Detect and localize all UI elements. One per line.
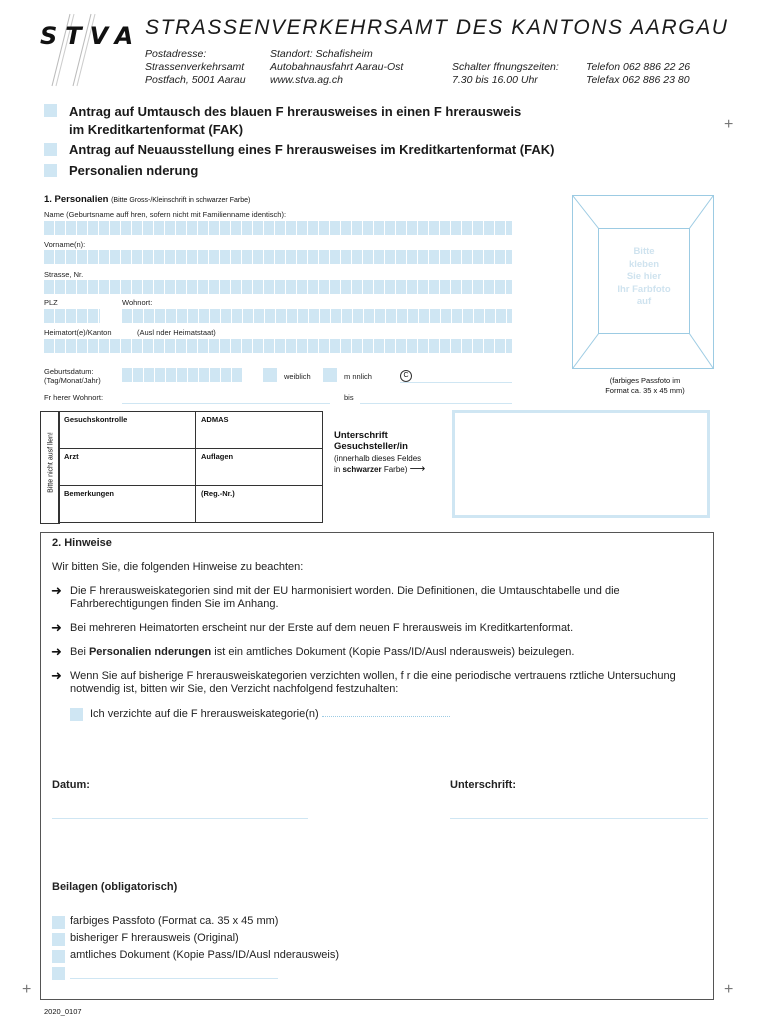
hinweis-3: Bei Personalien nderungen ist ein amtliches Dokument (Kopie Pass/ID/Ausl nderausweis) beizulegen. [70,646,575,658]
verzicht-checkbox[interactable] [70,708,83,721]
strasse-label: Strasse, Nr. [44,270,84,279]
beilage-ausweis-checkbox[interactable] [52,933,65,946]
arrow-right-icon: ➜ [51,644,62,659]
option-neuausstellung-checkbox[interactable] [44,143,57,156]
svg-text:STVA: STVA [40,22,142,50]
signature-label: Unterschrift Gesuchsteller/in (innerhalb dieses Feldes in schwarzer Farbe) ⟶ [334,430,426,475]
copyright-icon: C [400,370,412,382]
beilage-dokument-checkbox[interactable] [52,950,65,963]
crop-mark-icon: + [724,981,734,998]
option-neuausstellung-label: Antrag auf Neuausstellung eines F hrerausweises im Kreditkartenformat (FAK) [69,142,555,157]
beilage-other-checkbox[interactable] [52,967,65,980]
beilage-other-line[interactable] [70,978,278,979]
admas-cell: ADMAS [196,412,323,449]
option-umtausch-label: Antrag auf Umtausch des blauen F hrerausweises in einen F hrerausweis im Kreditkartenformat (FAK) [69,104,522,137]
weiblich-label: weiblich [284,372,311,381]
crop-mark-icon: + [22,981,32,998]
verzicht-input[interactable] [322,707,450,717]
datum-label: Datum: [52,779,90,791]
geburtsdatum-input[interactable] [122,368,242,382]
bis-line[interactable] [360,403,512,404]
option-umtausch-checkbox[interactable] [44,104,57,117]
arrow-right-icon: ⟶ [409,463,426,475]
heimatort-label: Heimatort(e)/Kanton [44,328,112,337]
option-personalien-label: Personalien nderung [69,163,199,178]
location-info: Standort: Schafisheim Autobahnausfahrt Aarau-Ost www.stva.ag.ch [270,48,404,86]
heimatort-input[interactable] [44,339,512,353]
weiblich-checkbox[interactable] [263,368,277,382]
unterschrift-label: Unterschrift: [450,779,517,791]
wohnort-label: Wohnort: [122,298,153,307]
option-personalien-checkbox[interactable] [44,164,57,177]
bis-label: bis [344,393,354,402]
frueherer-wohnort-line[interactable] [122,403,330,404]
maennlich-label: m nnlich [344,372,372,381]
phone-fax: Telefon 062 886 22 26 Telefax 062 886 23 80 [586,61,691,86]
crop-mark-icon: + [724,116,734,133]
unterschrift-line[interactable] [450,818,708,819]
stva-logo [40,14,142,86]
beilage-passfoto-checkbox[interactable] [52,916,65,929]
arrow-right-icon: ➜ [51,583,62,598]
geburt-line [400,382,512,383]
bemerkungen-cell: Bemerkungen [59,486,196,523]
verzicht-label: Ich verzichte auf die F hrerausweiskategorie(n) [90,707,450,720]
auflagen-cell: Auflagen [196,449,323,486]
form-code: 2020_0107 [44,1007,82,1016]
hinweis-1: Die F hrerausweiskategorien sind mit der EU harmonisiert worden. Die Definitionen, die Umtauschtabelle und die Fahrberechtigungen finden Sie im Anhang. [70,585,620,610]
photo-instruction: Bitte kleben Sie hier Ihr Farbfoto auf [617,246,671,307]
geburtsdatum-label: Geburtsdatum: (Tag/Monat/Jahr) [44,367,101,385]
hinweise-intro: Wir bitten Sie, die folgenden Hinweise zu beachten: [52,561,304,573]
arzt-cell: Arzt [59,449,196,486]
postal-address: Postadresse: Strassenverkehrsamt Postfach, 5001 Aarau [145,48,246,86]
wohnort-input[interactable] [122,309,512,323]
office-only-note: Bitte nicht ausf llen! [40,411,60,524]
maennlich-checkbox[interactable] [323,368,337,382]
vorname-label: Vorname(n): [44,240,86,249]
beilage-dokument-label: amtliches Dokument (Kopie Pass/ID/Ausl nderausweis) [70,949,340,961]
hinweis-4: Wenn Sie auf bisherige F hrerausweiskategorien verzichten wollen, f r die eine periodische vertrauens rztliche Untersuchung notwendig ist, bitten wir Sie, den Verzicht nachfolgend festzuhalten: [70,670,676,695]
arrow-right-icon: ➜ [51,668,62,683]
gesuchskontrolle-cell: Gesuchskontrolle [59,412,196,449]
arrow-right-icon: ➜ [51,620,62,635]
personalien-heading: 1. Personalien (Bitte Gross-/Kleinschrift in schwarzer Farbe) [44,194,251,205]
strasse-input[interactable] [44,280,512,294]
opening-hours: Schalter ffnungszeiten: 7.30 bis 16.00 Uhr [452,61,559,86]
hinweis-2: Bei mehreren Heimatorten erscheint nur der Erste auf dem neuen F hrerausweis im Kreditkartenformat. [70,622,574,634]
plz-label: PLZ [44,298,58,307]
frueherer-wohnort-label: Fr herer Wohnort: [44,393,104,402]
beilagen-heading: Beilagen (obligatorisch) [52,881,178,893]
agency-title: STRASSENVERKEHRSAMT DES KANTONS AARGAU [145,16,729,39]
office-table [58,411,323,523]
regnr-cell: (Reg.-Nr.) [196,486,323,523]
datum-line[interactable] [52,818,308,819]
ausland-label: (Ausl nder Heimatstaat) [137,328,216,337]
photo-caption: (farbiges Passfoto im Format ca. 35 x 45 mm) [605,376,685,395]
hinweise-heading: 2. Hinweise [52,537,112,549]
beilage-ausweis-label: bisheriger F hrerausweis (Original) [70,932,239,944]
beilage-passfoto-label: farbiges Passfoto (Format ca. 35 x 45 mm) [70,915,279,927]
name-label: Name (Geburtsname auff hren, sofern nicht mit Familienname identisch): [44,210,287,219]
name-input-1[interactable] [44,221,512,235]
signature-box[interactable] [452,410,710,518]
vorname-input[interactable] [44,250,512,264]
plz-input[interactable] [44,309,100,323]
